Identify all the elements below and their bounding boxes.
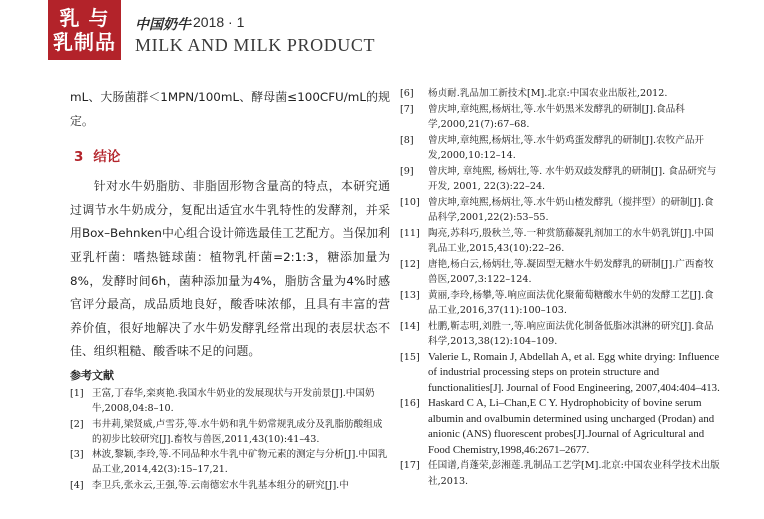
- section-title: 结论: [93, 149, 121, 166]
- continuation-paragraph: mL、大肠菌群＜1MPN/100mL、酵母菌≤100CFU/mL的规定。: [70, 90, 390, 128]
- reference-item: [6] 杨贞耐.乳品加工新技术[M].北京:中国农业出版社,2012.: [400, 88, 668, 99]
- reference-item: [15] Valerie L, Romain J, Abdellah A, et al. Egg white drying: Influence of industrial processing steps on protein structure and functionalities[J]. Journal of Food Engineering, 2007,404:404–413.: [400, 350, 720, 394]
- reference-item: [16] Haskard C A, Li–Chan,E C Y. Hydrophobicity of bovine serum albumin and ovalbumin determined using uncharged (Prodan) and anionic (ANS) fluorescent probes[J].Journal of Agricultural and Food Chemistry,1998,46:2671–2677.: [400, 397, 715, 456]
- reference-item: [10] 曾庆坤,章纯熙,杨炳壮,等.水牛奶山楂发酵乳（搅拌型）的研制[J].食品科学,2001,22(2):53–55.: [400, 196, 714, 223]
- reference-item: [11] 陶亮,苏科巧,殷秋兰,等.一种赏筋藤凝乳剂加工的水牛奶乳饼[J].中国乳品工业,2015,43(10):22–26.: [400, 227, 714, 254]
- left-column: [70, 86, 390, 493]
- reference-item: [4] 李卫兵,张永云,王强,等.云南德宏水牛乳基本组分的研究[J].中: [70, 479, 349, 491]
- section-badge: [48, 0, 121, 60]
- reference-item: [1] 王富,丁春华,栾爽艳.我国水牛奶业的发展现状与开发前景[J].中国奶牛,2008,04:8–10.: [70, 387, 375, 415]
- section-number: 3: [74, 149, 84, 166]
- reference-item: [9] 曾庆坤, 章纯熙, 杨炳壮,等. 水牛奶双歧发酵乳的研制[J]. 食品研究与开发, 2001, 22(3):22–24.: [400, 165, 717, 192]
- reference-item: [3] 林波,黎颖,李玲,等.不同品种水牛乳中矿物元素的测定与分析[J].中国乳品工业,2014,42(3):15–17,21.: [70, 449, 388, 476]
- badge-line1: 乳 与: [59, 6, 110, 30]
- reference-item: [13] 黄丽,李玲,杨攀,等.响应面法优化聚葡萄糖酸水牛奶的发酵工艺[J].食品工业,2016,37(11):100–103.: [400, 289, 714, 316]
- references-title: 参考文献: [70, 368, 114, 382]
- conclusion-paragraph: 针对水牛奶脂肪、非脂固形物含量高的特点，本研究通过调节水牛奶成分，复配出适宜水牛乳特性的发酵剂，并采用Box–Behnken中心组合设计筛选最佳工艺配方。当保加利亚乳杆菌：嗜热链球菌：植物乳杆菌=2:1:3，糖添加量为8%，发酵时间6h，菌种添加量为4%，脂肪含量为4%时感官评分最高，成品质地良好，酸香味浓郁，且具有丰富的营养价值，很好地解决了水牛奶发酵乳经常出现的表层状态不佳、组织粗糙、酸香味不足的问题。: [70, 179, 390, 359]
- reference-item: [12] 唐艳,杨白云,杨炳壮,等.凝固型无糖水牛奶发酵乳的研制[J].广西畜牧兽医,2007,3:122–124.: [400, 258, 714, 285]
- reference-item: [14] 杜鹏,靳志明,刘胜一,等.响应面法优化制备低脂冰淇淋的研究[J].食品科学,2013,38(12):104–109.: [400, 320, 714, 347]
- reference-item: [2] 韦井莉,梁贤威,卢雪芬,等.水牛奶和乳牛奶常规乳成分及乳脂肪酸组成的初步比较研究[J].畜牧与兽医,2011,43(10):41–43.: [70, 418, 383, 445]
- right-column: [400, 86, 722, 489]
- journal-name-cn: 中国奶牛: [135, 17, 191, 33]
- journal-name-en: MILK AND MILK PRODUCT: [135, 35, 376, 55]
- section-heading: [74, 145, 390, 165]
- reference-item: [8] 曾庆坤,章纯熙,杨炳壮,等.水牛奶鸡蛋发酵乳的研制[J].农牧产品开发,2000,10:12–14.: [400, 134, 705, 161]
- references-list-left: [70, 386, 390, 493]
- issue-number: 2018 · 1: [193, 14, 245, 30]
- reference-item: [7] 曾庆坤,章纯熙,杨炳壮,等.水牛奶黑米发酵乳的研制[J].食品科学,2000,21(7):67–68.: [400, 103, 685, 130]
- reference-item: [17] 任国谱,肖蓬荣,彭湘莲.乳制品工艺学[M].北京:中国农业科学技术出版社,2013.: [400, 460, 720, 487]
- badge-line2: 乳制品: [53, 30, 116, 54]
